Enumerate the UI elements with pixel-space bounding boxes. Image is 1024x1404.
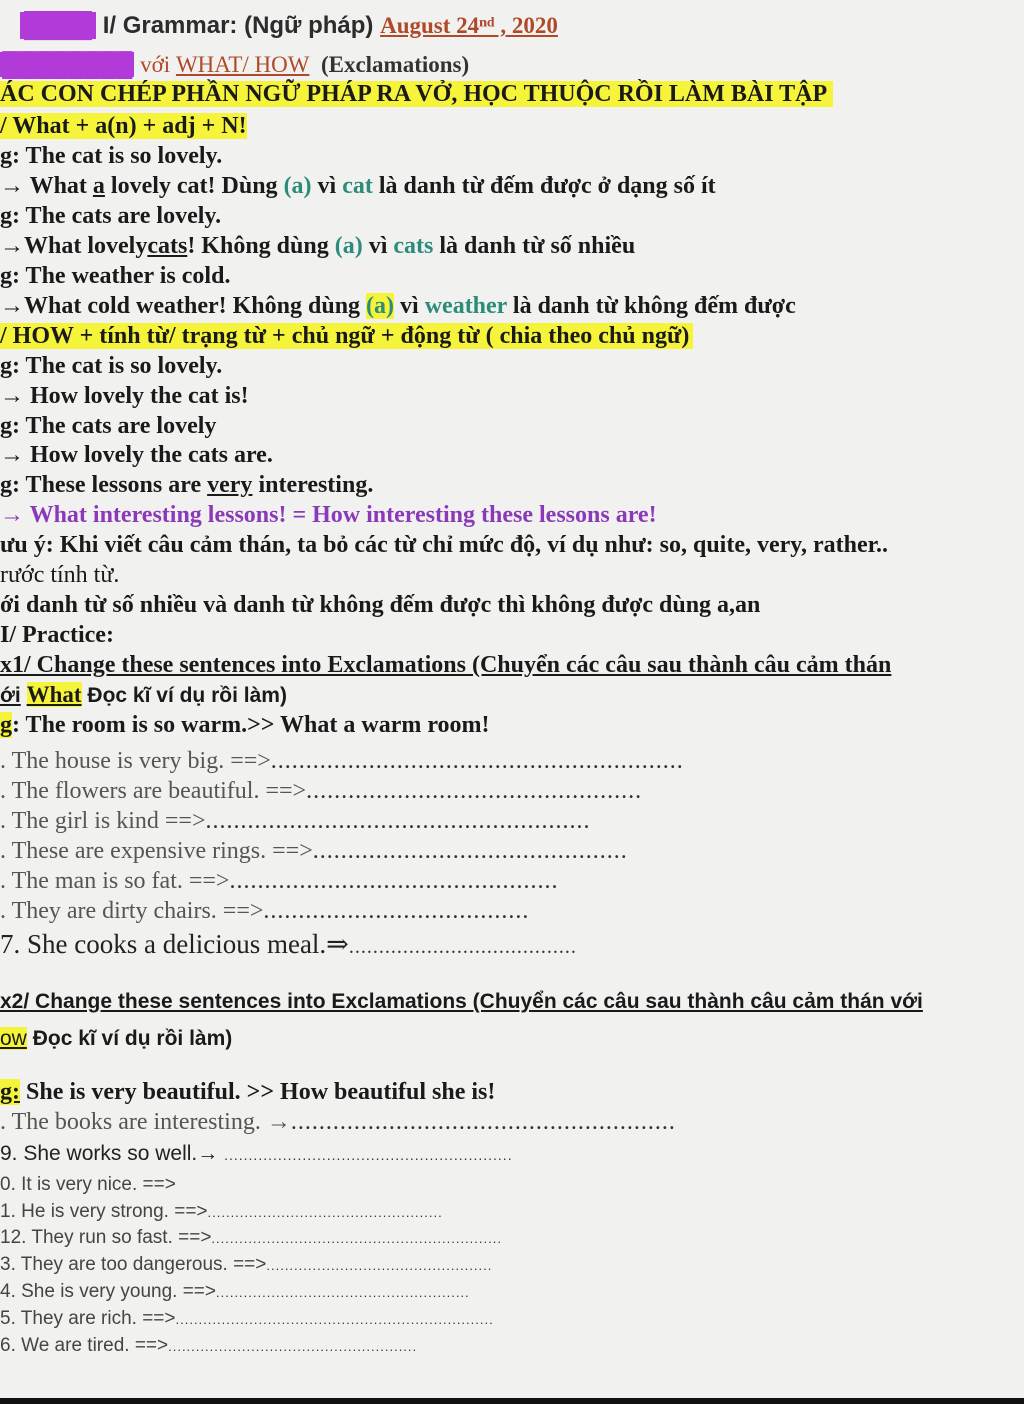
date: August 24ⁿᵈ , 2020 (380, 13, 558, 38)
sentence: . They are dirty chairs. ==> (0, 898, 264, 924)
answer-blank[interactable]: ................................................... (207, 1205, 443, 1220)
ex2-item (0, 1140, 513, 1169)
rule-2: / HOW + tính từ/ trạng từ + chủ ngữ + động từ ( chia theo chủ ngữ) (0, 323, 693, 349)
article-note: (a) (334, 233, 363, 259)
subtitle-what-how: WHAT/ HOW (175, 52, 310, 77)
instruction: ÁC CON CHÉP PHẦN NGỮ PHÁP RA VỞ, HỌC THUỘC RỒI LÀM BÀI TẬP (0, 81, 833, 107)
answer-blank[interactable]: ............................................... (229, 868, 559, 894)
sentence: . These are expensive rings. ==> (0, 838, 313, 864)
example-2: g: The cats are lovely. (0, 203, 222, 229)
example-1: g: The cat is so lovely. (0, 143, 223, 169)
exercise-1-example (0, 711, 490, 739)
answer-text: là danh từ đếm được ở dạng số ít (378, 173, 716, 199)
example-marker: g (0, 712, 12, 738)
sentence: . The girl is kind ==> (0, 808, 206, 834)
sentence: 6. We are tired. ==> (0, 1335, 169, 1356)
underlined-word: very (207, 472, 253, 498)
sentence: 4. She is very young. ==> (0, 1281, 216, 1302)
sentence: . The man is so fat. ==> (0, 868, 230, 894)
ex2-item (0, 1108, 676, 1136)
exercise-1-title: x1/ Change these sentences into Exclamations (Chuyển các câu sau thành câu cảm thán (0, 652, 892, 678)
answer-text: →What cold weather! Không dùng (0, 293, 361, 319)
noun-highlight: cats (393, 233, 434, 259)
title-text: Đọc kĩ ví dụ rồi làm) (87, 684, 287, 707)
rule-1: / What + a(n) + adj + N! (0, 113, 247, 139)
ex2-item (0, 1198, 443, 1227)
answer-blank[interactable]: ....................................................... (205, 808, 591, 834)
answer-blank[interactable]: ............................................................... (211, 1231, 502, 1246)
exercise-1-title-line2 (0, 681, 287, 710)
note-3: ới danh từ số nhiều và danh từ không đếm được thì không được dùng a,an (0, 592, 761, 618)
subtitle-exclamations: (Exclamations) (320, 52, 470, 77)
answer-text: là danh từ không đếm được (512, 293, 796, 319)
sentence: 0. It is very nice. ==> (0, 1174, 176, 1195)
sentence: 3. They are too dangerous. ==> (0, 1254, 267, 1275)
answer-text: là danh từ số nhiều (439, 233, 636, 259)
bottom-border (0, 1398, 1024, 1404)
answer-text: →What lovely (0, 233, 148, 259)
example-4-answer: → How lovely the cat is! (0, 383, 249, 409)
sentence: . The house is very big. ==> (0, 748, 271, 774)
example-marker: g: (0, 1079, 20, 1105)
example-6 (0, 471, 373, 499)
sentence: 1. He is very strong. ==> (0, 1201, 208, 1222)
ex1-item (0, 867, 558, 895)
underlined-noun: cats (147, 233, 188, 259)
example-3: g: The weather is cold. (0, 263, 231, 289)
sentence: . The flowers are beautiful. ==> (0, 778, 307, 804)
ex1-item (0, 747, 684, 775)
example-6-answer: → What interesting lessons! = How interesting these lessons are! (0, 502, 657, 528)
sentence: 7. She cooks a delicious meal.⇒ (0, 929, 349, 959)
underlined-article: a (92, 173, 105, 199)
noun-highlight: weather (424, 293, 507, 319)
answer-blank[interactable]: ....................................................... (290, 1109, 676, 1135)
sentence: 9. She works so well.→ (0, 1142, 219, 1165)
answer-blank[interactable]: ...................................................... (168, 1339, 418, 1354)
example-2-answer (0, 232, 635, 260)
ex1-item (0, 928, 577, 963)
answer-text: vì (368, 233, 388, 259)
highlighted-block: ████ (20, 12, 96, 39)
answer-text: → What (0, 173, 87, 199)
answer-text: lovely cat! Dùng (110, 173, 278, 199)
example-text: She is very beautiful. >> How beautiful she is! (26, 1079, 496, 1105)
note-1: ưu ý: Khi viết câu cảm thán, ta bỏ các từ chỉ mức độ, ví dụ như: so, quite, very, rather.. (0, 532, 889, 558)
article-note: (a) (283, 173, 312, 199)
answer-blank[interactable]: ..................................................................... (175, 1312, 494, 1327)
answer-blank[interactable]: ....................................................... (216, 1285, 470, 1300)
article-note: (a) (366, 293, 395, 319)
example-3-answer (0, 292, 796, 320)
grammar-title: I/ Grammar: (Ngữ pháp) (102, 12, 374, 39)
keyword-what: What (26, 682, 82, 707)
grammar-header-line (0, 12, 558, 40)
instruction-line (0, 80, 833, 108)
ex2-item (0, 1305, 494, 1334)
rule-2-line (0, 322, 693, 350)
example-text: : The room is so warm.>> What a warm room! (12, 712, 490, 738)
ex2-item (0, 1224, 502, 1253)
answer-text: vì (317, 173, 337, 199)
example-text: g: These lessons are (0, 472, 202, 498)
answer-text: vì (400, 293, 419, 319)
ex2-item (0, 1278, 470, 1307)
answer-blank[interactable]: ............................................. (312, 838, 628, 864)
subtitle-line (0, 51, 469, 79)
answer-blank[interactable]: ........................................................... (224, 1147, 513, 1163)
answer-blank[interactable]: ................................................. (266, 1258, 493, 1273)
noun-highlight: cat (342, 173, 373, 199)
sentence: . The books are interesting. → (0, 1109, 291, 1135)
ex1-item (0, 807, 591, 835)
answer-text: ! Không dùng (187, 233, 329, 259)
answer-blank[interactable]: ........................................................... (270, 748, 684, 774)
example-5-answer: → How lovely the cats are. (0, 442, 273, 468)
sentence: 12. They run so fast. ==> (0, 1227, 212, 1248)
ex1-item (0, 897, 529, 925)
title-text: ới (0, 684, 21, 707)
practice-heading: I/ Practice: (0, 622, 114, 648)
answer-blank[interactable]: ...................................... (263, 898, 530, 924)
example-5: g: The cats are lovely (0, 413, 217, 439)
ex2-item (0, 1171, 176, 1199)
ex1-item (0, 777, 642, 805)
subtitle-pre: với (140, 52, 171, 77)
rule-1-line (0, 112, 247, 140)
exercise-2-example (0, 1078, 495, 1106)
sentence: 5. They are rich. ==> (0, 1308, 176, 1329)
example-1-answer (0, 172, 716, 200)
note-2: rước tính từ. (0, 562, 120, 588)
example-4: g: The cat is so lovely. (0, 353, 223, 379)
ex2-item (0, 1332, 417, 1361)
title-text: Đọc kĩ ví dụ rồi làm) (32, 1027, 233, 1050)
highlighted-block: ████████ (2, 52, 133, 77)
exercise-2-title-line2 (0, 1025, 232, 1053)
answer-blank[interactable]: ................................................ (306, 778, 643, 804)
answer-blank[interactable]: ...................................... (348, 936, 577, 958)
ex2-item (0, 1251, 492, 1280)
ex1-item (0, 837, 628, 865)
keyword-how: ow (0, 1027, 27, 1050)
exercise-2-title: x2/ Change these sentences into Exclamations (Chuyển các câu sau thành câu cảm thán với (0, 990, 923, 1013)
example-text: interesting. (258, 472, 374, 498)
